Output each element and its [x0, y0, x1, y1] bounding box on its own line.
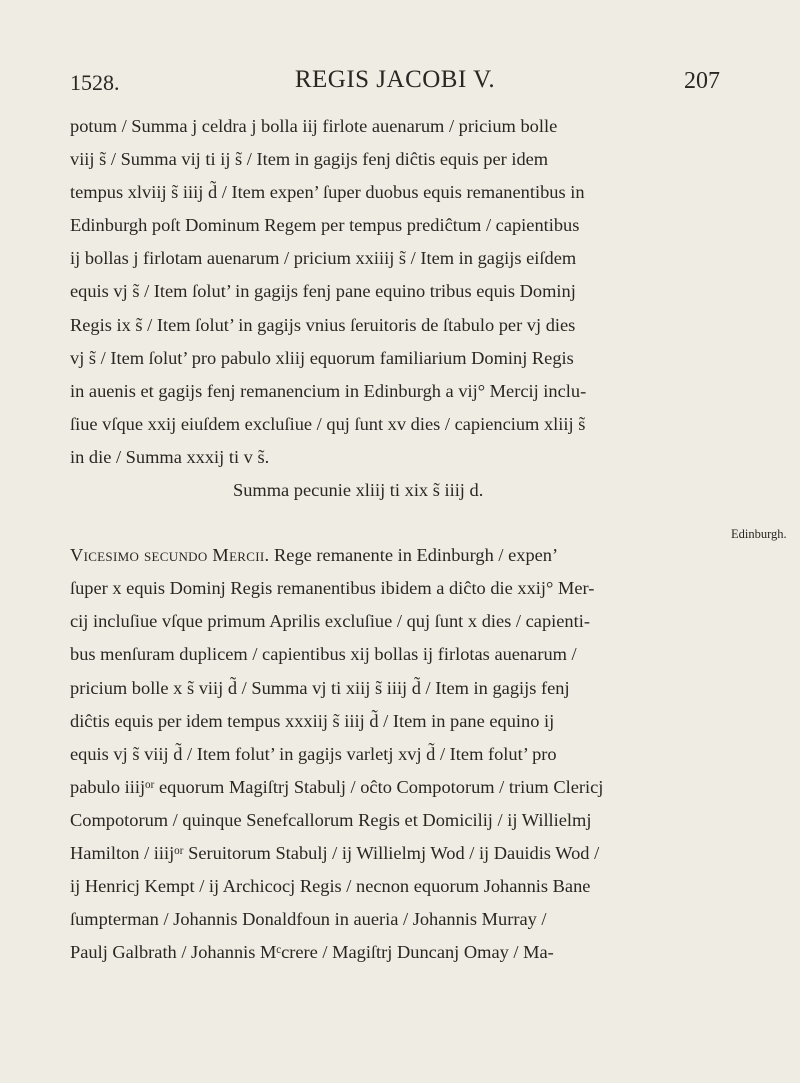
- running-header: [70, 66, 720, 106]
- text-line: cij incluſiue vſque primum Aprilis excluſiue / quj ſunt x dies / capienti-: [70, 611, 590, 632]
- text-line: Edinburgh poſt Dominum Regem per tempus prediĉtum / capientibus: [70, 215, 580, 236]
- text-line: ſuper x equis Dominj Regis remanentibus ibidem a diĉto die xxij° Mer-: [70, 578, 595, 599]
- entry-divider: [70, 507, 730, 539]
- account-entry-2: [70, 539, 730, 969]
- header-title: REGIS JACOBI V.: [294, 66, 496, 93]
- text-line: viij s̃ / Summa vij ti ij s̃ / Item in gagijs fenj diĉtis equis per idem: [70, 149, 549, 170]
- text-line: ſumpterman / Johannis Donaldfoun in aueria / Johannis Murray /: [70, 909, 547, 930]
- text-line: diĉtis equis per idem tempus xxxiij s̃ iiij d̃ / Item in pane equino ij: [70, 710, 555, 731]
- text-line: in auenis et gagijs fenj remanencium in Edinburgh a vij° Mercij inclu-: [70, 380, 587, 401]
- text-line: Hamilton / iiijᵒʳ Seruitorum Stabulj / ij Willielmj Wod / ij Dauidis Wod /: [70, 842, 600, 863]
- text-line: Regis ix s̃ / Item ſolut’ in gagijs vnius ſeruitoris de ſtabulo per vj dies: [70, 314, 576, 335]
- text-line: equis vj s̃ / Item ſolut’ in gagijs fenj pane equino tribus equis Dominj: [70, 281, 576, 302]
- margin-note: Edinburgh.: [731, 527, 787, 541]
- text-line: Compotorum / quinque Senefcallorum Regis et Domicilij / ij Willielmj: [70, 809, 592, 830]
- text-line: pabulo iiijᵒʳ equorum Magiſtrj Stabulj / oĉto Compotorum / trium Clericj: [70, 776, 604, 797]
- entry-date-heading: Vicesimo secundo Mercii.: [70, 545, 270, 566]
- page-number: 207: [684, 68, 720, 94]
- text-line: ij Henricj Kempt / ij Archicocj Regis / necnon equorum Johannis Bane: [70, 876, 591, 897]
- account-entry-1: [70, 110, 730, 507]
- text-line: ſiue vſque xxij eiuſdem excluſiue / quj ſunt xv dies / capiencium xliij s̃: [70, 413, 586, 434]
- text-line: in die / Summa xxxij ti v s̃.: [70, 446, 270, 467]
- text-line: potum / Summa j celdra j bolla iij firlote auenarum / pricium bolle: [70, 116, 558, 136]
- text-line: pricium bolle x s̃ viij d̃ / Summa vj ti xiij s̃ iiij d̃ / Item in gagijs fenj: [70, 677, 570, 698]
- text-line: tempus xlviij s̃ iiij d̃ / Item expen’ ſuper duobus equis remanentibus in: [70, 182, 585, 203]
- text-line: Paulj Galbrath / Johannis Mᶜcrere / Magiſtrj Duncanj Omay / Ma-: [70, 942, 554, 963]
- text-line: equis vj s̃ viij d̃ / Item folut’ in gagijs varletj xvj d̃ / Item folut’ pro: [70, 743, 557, 764]
- entry-opening-text: Rege remanente in Edinburgh / expen’: [269, 545, 559, 566]
- text-line: ij bollas j firlotam auenarum / pricium xxiiij s̃ / Item in gagijs eiſdem: [70, 248, 577, 269]
- text-line: bus menſuram duplicem / capientibus xij bollas ij firlotas auenarum /: [70, 644, 577, 665]
- sum-total: Summa pecunie xliij ti xix s̃ iiij d.: [233, 480, 484, 501]
- body-text: [70, 110, 730, 969]
- entry-opening-line: [70, 539, 730, 572]
- text-line: vj s̃ / Item ſolut’ pro pabulo xliij equorum familiarium Dominj Regis: [70, 347, 574, 368]
- header-year: 1528.: [70, 70, 120, 95]
